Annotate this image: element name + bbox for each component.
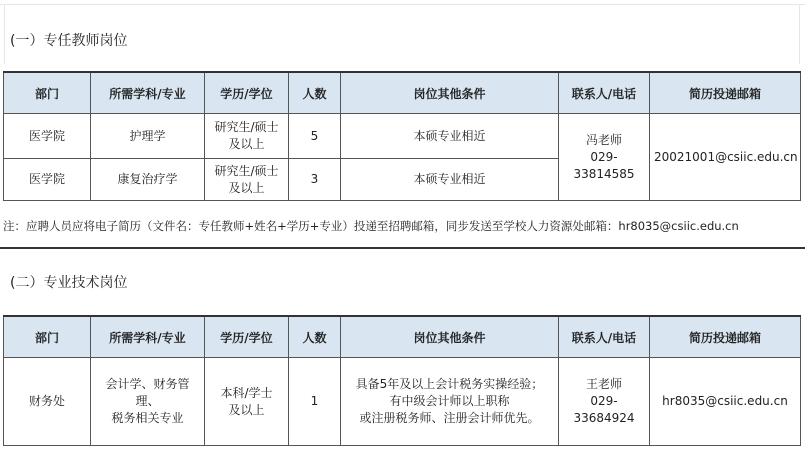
cell-major: 康复治疗学: [91, 159, 205, 201]
header-degree: 学历/学位: [205, 72, 289, 114]
header-major: 所需学科/专业: [91, 316, 205, 358]
degree-line2: 及以上: [228, 402, 265, 417]
table-header-row: [4, 72, 801, 114]
degree-line2: 及以上: [228, 137, 265, 151]
cell-count: 1: [289, 358, 341, 446]
section1-title: (一）专任教师岗位: [10, 33, 128, 49]
header-conditions: 岗位其他条件: [341, 72, 559, 114]
cond-line2: 有中级会计师以上职称: [389, 394, 510, 408]
cell-dept: 医学院: [4, 159, 91, 201]
cell-major: [91, 358, 205, 446]
technical-positions-table: [3, 315, 801, 446]
frame-top-line: [0, 4, 805, 5]
cell-contact: [559, 358, 650, 446]
degree-line1: 研究生/硕士: [214, 163, 279, 178]
degree-line2: 及以上: [228, 180, 265, 195]
contact-name: 王老师: [585, 377, 622, 391]
contact-phone: 029-33814585: [573, 149, 635, 181]
major-line1: 会计学、财务管理、: [105, 377, 190, 408]
cell-count: 5: [289, 114, 341, 159]
header-email: 简历投递邮箱: [650, 316, 801, 358]
cell-count: 3: [289, 159, 341, 201]
section-divider: [0, 247, 805, 249]
cond-line3: 或注册税务师、注册会计师优先。: [359, 411, 540, 425]
table-row: [4, 358, 801, 446]
table-row: [4, 114, 801, 159]
header-count: 人数: [289, 72, 341, 114]
cell-conditions: 本硕专业相近: [341, 159, 559, 201]
cell-email[interactable]: hr8035@csiic.edu.cn: [650, 358, 801, 446]
header-conditions: 岗位其他条件: [341, 316, 559, 358]
header-email: 简历投递邮箱: [650, 72, 801, 114]
header-dept: 部门: [4, 316, 91, 358]
frame-right-line: [799, 4, 800, 64]
contact-phone: 029-33684924: [573, 394, 635, 425]
contact-name: 冯老师: [585, 132, 622, 147]
header-contact: 联系人/电话: [559, 316, 650, 358]
degree-line1: 本科/学士: [220, 385, 273, 400]
application-note: 注：应聘人员应将电子简历（文件名：专任教师+姓名+学历+专业）投递至招聘邮箱，同步发送至学校人力资源处邮箱：hr8035@csiic.edu.cn: [3, 219, 739, 233]
header-contact: 联系人/电话: [559, 72, 650, 114]
header-degree: 学历/学位: [205, 316, 289, 358]
cell-degree: [205, 159, 289, 201]
table-header-row: [4, 316, 801, 358]
cell-conditions: 本硕专业相近: [341, 114, 559, 159]
header-dept: 部门: [4, 72, 91, 114]
major-line2: 税务相关专业: [111, 411, 184, 425]
cell-degree: [205, 358, 289, 446]
section2-title: (二）专业技术岗位: [10, 275, 128, 291]
header-major: 所需学科/专业: [91, 72, 205, 114]
cell-email[interactable]: 20021001@csiic.edu.cn: [650, 114, 801, 201]
cond-line1: 具备5年及以上会计税务实操经验；: [355, 377, 544, 391]
cell-degree: [205, 114, 289, 159]
header-count: 人数: [289, 316, 341, 358]
cell-contact: [559, 114, 650, 201]
cell-conditions: [341, 358, 559, 446]
degree-line1: 研究生/硕士: [214, 120, 279, 134]
frame-left-line: [4, 4, 5, 64]
teacher-positions-table: [3, 71, 801, 201]
cell-dept: 医学院: [4, 114, 91, 159]
cell-major: 护理学: [91, 114, 205, 159]
cell-dept: 财务处: [4, 358, 91, 446]
